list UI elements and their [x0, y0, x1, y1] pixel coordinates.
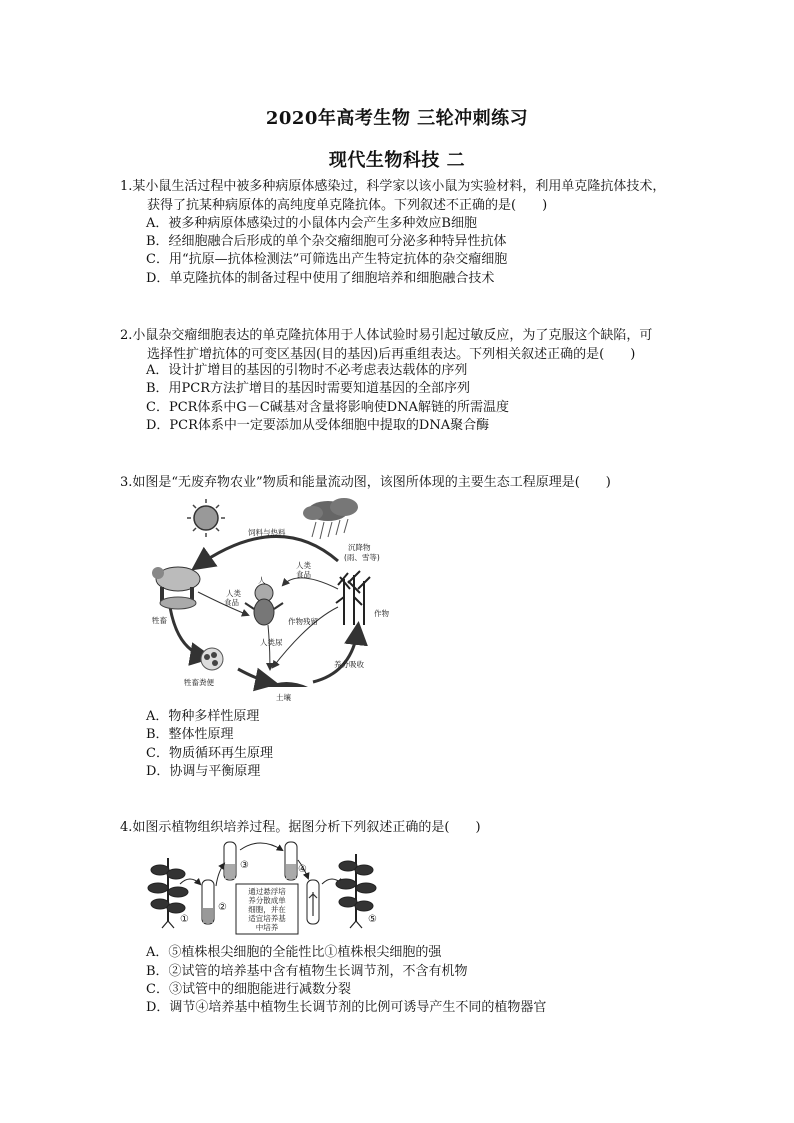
question-1-option-c: C．用“抗原—抗体检测法”可筛选出产生特定抗体的杂交瘤细胞 [146, 252, 508, 267]
label-livestock-manure: 牲畜粪便 [184, 678, 214, 687]
label-soil: 土壤 [276, 693, 291, 702]
urine-arrow [268, 625, 270, 669]
residue-arrow [273, 607, 338, 667]
mark-5: ⑤ [368, 914, 377, 925]
page-title: 2020年高考生物 三轮冲刺练习 [265, 108, 529, 129]
question-number: 1. [120, 179, 133, 194]
label-nutrient-absorb: 养分吸收 [334, 660, 364, 669]
mark-3: ③ [240, 860, 249, 871]
info-box-line: 适宜培养基 [248, 914, 286, 923]
label-livestock: 牲畜 [152, 616, 167, 625]
stem-line: 获得了抗某种病原体的高纯度单克隆抗体。下列叙述不正确的是( ) [147, 197, 548, 213]
test-tube-3-icon [224, 842, 236, 880]
label-precip: 沉降物 [348, 543, 371, 552]
question-1-stem [120, 178, 700, 215]
label-human-food-left-1: 人类 [226, 589, 241, 598]
question-2-option-d: D．PCR体系中一定要添加从受体细胞中提取的DNA聚合酶 [146, 418, 490, 433]
question-4-stem [120, 819, 700, 838]
label-human-urine: 人类尿 [260, 638, 283, 647]
crops-icon [336, 571, 370, 625]
question-2-option-b: B．用PCR方法扩增目的基因时需要知道基因的全部序列 [146, 381, 471, 396]
stem-line: 如图是“无废弃物农业”物质和能量流动图，该图所体现的主要生态工程原理是( ) [132, 475, 611, 490]
question-1-option-a: A．被多种病原体感染过的小鼠体内会产生多种效应B细胞 [146, 216, 477, 231]
question-3-option-c: C．物质循环再生原理 [146, 746, 273, 761]
info-box-line: 养分散成单 [248, 896, 286, 905]
soil-arrow [238, 669, 273, 683]
label-human-food-right-2: 食品 [296, 570, 311, 579]
info-box-line: 通过悬浮培 [248, 887, 286, 896]
question-number: 3. [120, 475, 133, 490]
nutrient-arrow [313, 627, 358, 682]
label-crops: 作物 [374, 609, 389, 618]
livestock-icon [152, 567, 200, 609]
person-icon [245, 584, 283, 625]
question-number: 4. [120, 820, 133, 835]
manure-icon [201, 648, 223, 670]
info-box-line: 细胞，并在 [248, 905, 286, 914]
question-4-option-a: A．⑤植株根尖细胞的全能性比①植株根尖细胞的强 [146, 945, 442, 960]
question-3-stem [120, 474, 700, 493]
label-precip-sub: (雨、雪等) [344, 553, 380, 562]
feed-arrow [196, 536, 338, 567]
question-1-option-b: B．经细胞融合后形成的单个杂交瘤细胞可分泌多种特异性抗体 [146, 234, 507, 249]
arrow-2 [216, 864, 224, 886]
question-1-option-d: D．单克隆抗体的制备过程中使用了细胞培养和细胞融合技术 [146, 271, 495, 286]
mark-1: ① [180, 914, 189, 925]
question-3-option-b: B．整体性原理 [146, 727, 234, 742]
page-subtitle: 现代生物科技 二 [328, 150, 466, 171]
stem-line: 如图示植物组织培养过程。据图分析下列叙述正确的是( ) [132, 820, 481, 835]
mark-4: ④ [298, 864, 307, 875]
stem-line: 选择性扩增抗体的可变区基因(目的基因)后再重组表达。下列相关叙述正确的是( ) [147, 346, 636, 362]
arrow-1 [180, 879, 200, 884]
test-tube-2-icon [202, 880, 214, 924]
question-number: 2. [120, 328, 133, 343]
question-2-option-a: A．设计扩增目的基因的引物时不必考虑表达载体的序列 [146, 363, 468, 378]
mark-2: ② [218, 902, 227, 913]
rain-cloud-icon [303, 498, 358, 539]
question-3-option-d: D．协调与平衡原理 [146, 764, 261, 779]
ecological-flow-diagram [148, 497, 408, 707]
manure-arrow [170, 607, 208, 657]
tissue-culture-diagram [146, 836, 386, 941]
label-feed-fuel: 饲料与热料 [248, 528, 286, 537]
question-3-option-a: A．物种多样性原理 [146, 709, 260, 724]
arrow-3 [240, 843, 282, 850]
stem-line: 小鼠杂交瘤细胞表达的单克隆抗体用于人体试验时易引起过敏反应，为了克服这个缺陷，可 [132, 328, 653, 343]
stem-line: 某小鼠生活过程中被多种病原体感染过，科学家以该小鼠为实验材料，利用单克隆抗体技术， [132, 179, 666, 194]
question-4-option-b: B．②试管的培养基中含有植物生长调节剂，不含有机物 [146, 964, 468, 979]
label-human-food-left-2: 食品 [224, 598, 239, 607]
label-human-food-right-1: 人类 [296, 561, 311, 570]
test-tube-4-icon [285, 842, 297, 880]
food-arrow-right [283, 578, 338, 589]
test-tube-5-icon [307, 880, 319, 924]
question-2-option-c: C．PCR体系中G－C碱基对含量将影响使DNA解链的所需温度 [146, 400, 509, 415]
question-4-option-c: C．③试管中的细胞能进行减数分裂 [146, 982, 351, 997]
question-4-option-d: D．调节④培养基中植物生长调节剂的比例可诱导产生不同的植物器官 [146, 1000, 547, 1015]
question-2-stem [120, 327, 700, 364]
info-box-line: 中培养 [255, 923, 279, 932]
label-human: 人 [258, 576, 266, 585]
label-crop-residue: 作物残留 [288, 617, 318, 626]
sun-icon [187, 499, 225, 537]
